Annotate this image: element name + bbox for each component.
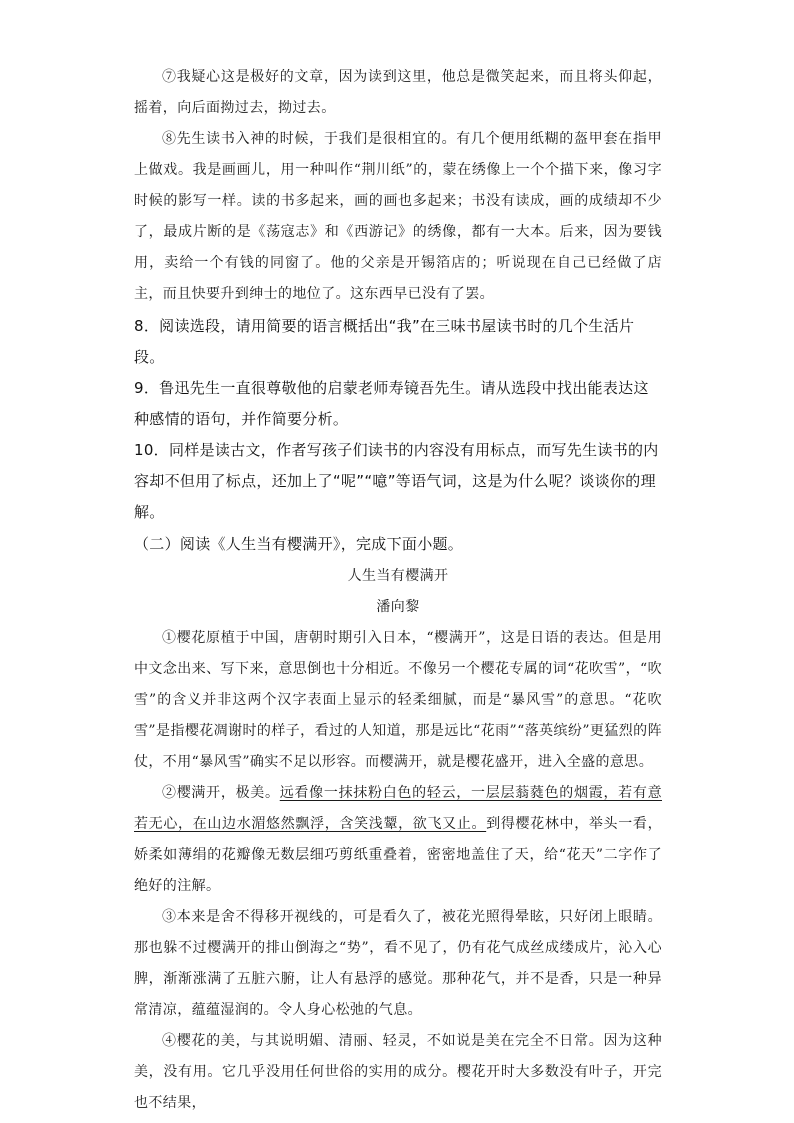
article-body xyxy=(134,623,662,1119)
underlined-sentence: 远看像一抹抹粉白色的轻云，一层层蓊蕤色的烟霞，若有意若无心，在山边水湄悠然飘浮，含笑浅颦，欲飞又止。 xyxy=(134,785,662,832)
question-list xyxy=(134,311,662,528)
article-paragraph-2 xyxy=(134,778,662,902)
paragraph-2-lead: ②樱满开，极美。 xyxy=(162,785,280,801)
question-10: 10．同样是读古文，作者写孩子们读书的内容没有用标点，而写先生读书的内容却不但用了标点，还加上了“呢”“噫”等语气词，这是为什么呢？谈谈你的理解。 xyxy=(134,441,659,521)
question-9: 9．鲁迅先生一直很尊敬他的启蒙老师寿镜吾先生。请从选段中找出能表达这种感情的语句，并作简要分析。 xyxy=(134,379,649,428)
article-paragraph-1: ①樱花原植于中国，唐朝时期引入日本，“樱满开”，这是日语的表达。但是用中文念出来、写下来，意思倒也十分相近。不像另一个樱花专属的词“花吹雪”，“吹雪”的含义并非这两个汉字表面上显示的轻柔细腻，而是“暴风雪”的意思。“花吹雪”是指樱花凋谢时的样子，看过的人知道，那是远比“花雨”“落英缤纷”更猛烈的阵仗，不用“暴风雪”确实不足以形容。而樱满开，就是樱花盛开，进入全盛的意思。 xyxy=(134,630,662,770)
article-paragraph-3: ③本来是舍不得移开视线的，可是看久了，被花光照得晕眩，只好闭上眼睛。那也躲不过樱满开的排山倒海之“势”，看不见了，仍有花气成丝成缕成片，沁入心脾，渐渐涨满了五脏六腑，让人有悬浮的感觉。那种花气，并不是香，只是一种异常清凉，蕴蕴湿润的。令人身心松弛的气息。 xyxy=(134,909,662,1018)
passage-continuation xyxy=(134,62,662,310)
question-8: 8．阅读选段，请用简要的语言概括出“我”在三味书屋读书时的几个生活片段。 xyxy=(134,317,635,366)
section-heading: （二）阅读《人生当有樱满开》，完成下面小题。 xyxy=(134,535,464,553)
paragraph-2-rest: 到得樱花林中，举头一看，娇柔如薄绢的花瓣像无数层细巧剪纸重叠着，密密地盖住了天，给“花天”二字作了绝好的注解。 xyxy=(134,816,662,894)
paragraph-8: ⑧先生读书入神的时候，于我们是很相宜的。有几个便用纸糊的盔甲套在指甲上做戏。我是画画儿，用一种叫作“荆川纸”的，蒙在绣像上一个个描下来，像习字时候的影写一样。读的书多起来，画的画也多起来；书没有读成，画的成绩却不少了，最成片断的是《荡寇志》和《西游记》的绣像，都有一大本。后来，因为要钱用，卖给一个有钱的同窗了。他的父亲是开锡箔店的；听说现在自己已经做了店主，而且快要升到绅士的地位了。这东西早已没有了罢。 xyxy=(134,131,662,302)
article-paragraph-4: ④樱花的美，与其说明媚、清丽、轻灵，不如说是美在完全不日常。因为这种美，没有用。它几乎没用任何世俗的实用的成分。樱花开时大多数没有叶子，开完也不结果， xyxy=(134,1033,662,1111)
paragraph-7: ⑦我疑心这是极好的文章，因为读到这里，他总是微笑起来，而且将头仰起，摇着，向后面拗过去，拗过去。 xyxy=(134,69,662,116)
article-title: 人生当有樱满开 xyxy=(347,568,449,584)
article-author: 潘向黎 xyxy=(376,599,420,615)
